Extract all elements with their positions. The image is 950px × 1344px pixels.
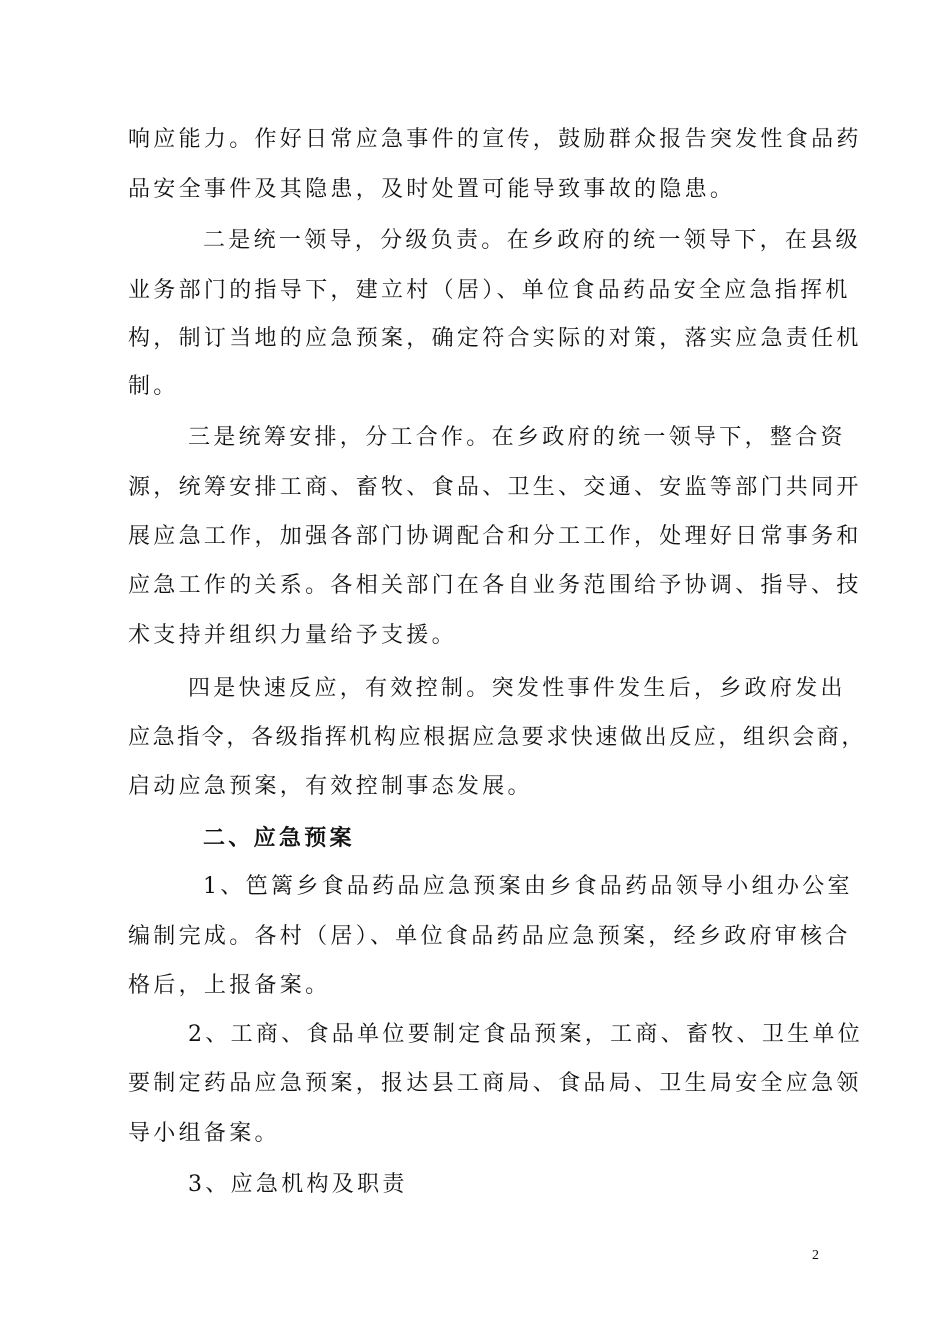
section-heading: 二、应急预案	[203, 825, 355, 851]
text-line: 三是统筹安排，分工合作。在乡政府的统一领导下，整合资	[188, 425, 846, 450]
text-line: 构，制订当地的应急预案，确定符合实际的对策，落实应急责任机	[128, 326, 862, 351]
text-line: 业务部门的指导下，建立村（居）、单位食品药品安全应急指挥机	[128, 278, 851, 303]
text-line: 应急工作的关系。各相关部门在各自业务范围给予协调、指导、技	[128, 573, 862, 598]
text-line: 品安全事件及其隐患，及时处置可能导致事故的隐患。	[128, 177, 736, 202]
text-line: 要制定药品应急预案，报达县工商局、食品局、卫生局安全应急领	[128, 1071, 862, 1096]
text-line: 3、应急机构及职责	[188, 1172, 408, 1197]
text-line: 二是统一领导，分级负责。在乡政府的统一领导下，在县级	[203, 228, 861, 253]
text-line: 1、笆篱乡食品药品应急预案由乡食品药品领导小组办公室	[203, 874, 853, 899]
text-line: 响应能力。作好日常应急事件的宣传，鼓励群众报告突发性食品药	[128, 127, 862, 152]
text-line: 编制完成。各村（居）、单位食品药品应急预案，经乡政府审核合	[128, 924, 851, 949]
text-line: 制。	[128, 374, 179, 399]
text-line: 格后，上报备案。	[128, 973, 331, 998]
text-line: 术支持并组织力量给予支援。	[128, 623, 457, 648]
text-line: 四是快速反应，有效控制。突发性事件发生后，乡政府发出	[188, 676, 846, 701]
text-line: 2、工商、食品单位要制定食品预案，工商、畜牧、卫生单位	[188, 1022, 864, 1047]
text-line: 导小组备案。	[128, 1121, 280, 1146]
text-line: 应急指令，各级指挥机构应根据应急要求快速做出反应，组织会商，	[128, 725, 867, 750]
page-number: 2	[812, 1248, 819, 1263]
text-line: 源，统筹安排工商、畜牧、食品、卫生、交通、安监等部门共同开	[128, 475, 862, 500]
text-line: 启动应急预案，有效控制事态发展。	[128, 774, 533, 799]
text-line: 展应急工作，加强各部门协调配合和分工工作，处理好日常事务和	[128, 524, 862, 549]
